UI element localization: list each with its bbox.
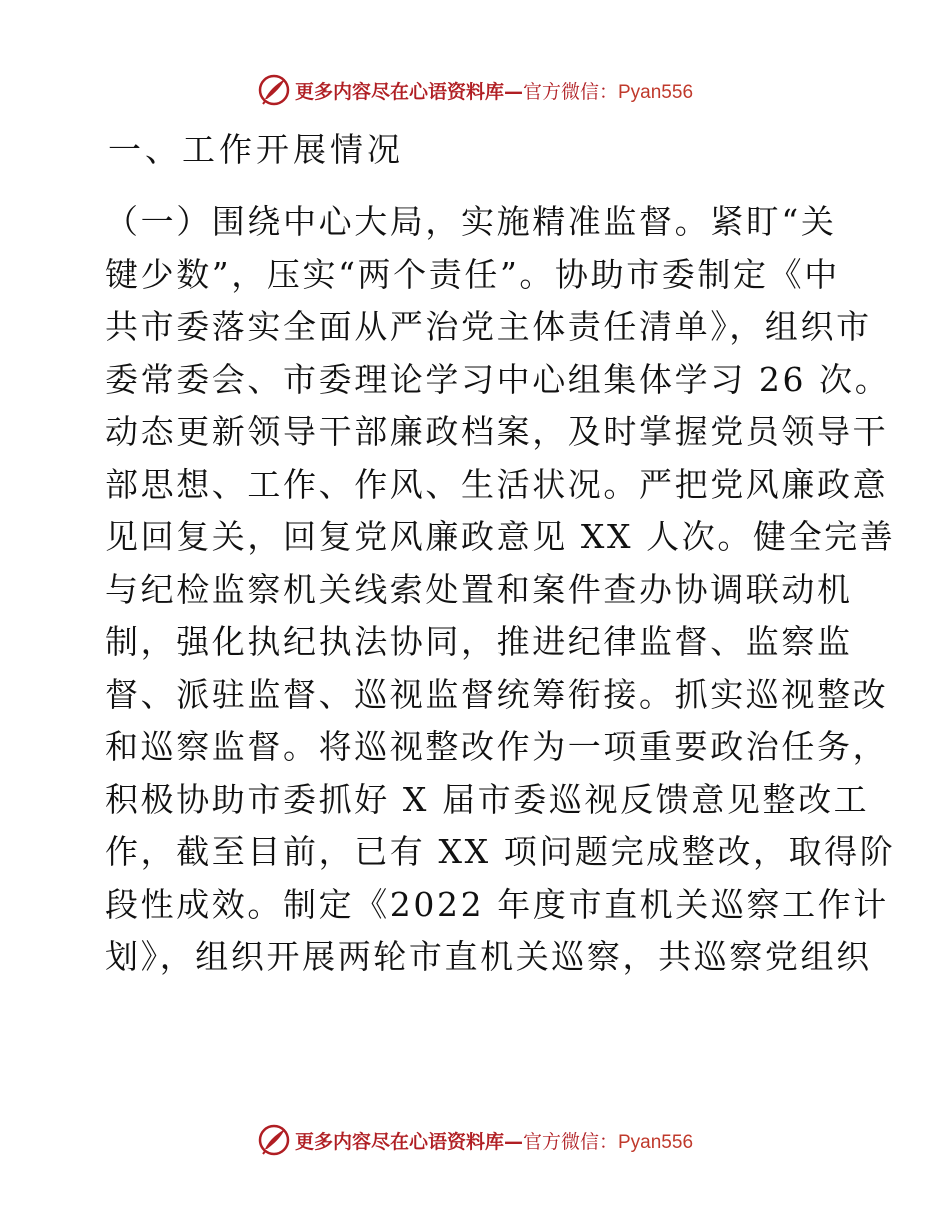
text-line: 部思想、工作、作风、生活状况。严把党风廉政意: [105, 464, 889, 504]
footer-banner: [0, 1120, 950, 1160]
banner-label: [295, 1127, 693, 1154]
text-line: 督、派驻监督、巡视监督统筹衔接。抓实巡视整改: [105, 674, 889, 714]
banner-site-text: 更多内容尽在心语资料库—: [294, 1130, 523, 1153]
quill-logo-icon: [257, 73, 291, 107]
text-line: 键少数”，压实“两个责任”。协助市委制定《中: [105, 254, 840, 294]
banner-wechat-id: Pyan556: [618, 81, 694, 103]
banner-label: [295, 77, 693, 104]
banner-site-text: 更多内容尽在心语资料库—: [294, 80, 523, 103]
text-line: 和巡察监督。将巡视整改作为一项重要政治任务，: [105, 727, 889, 766]
text-line: 共市委落实全面从严治党主体责任清单》，组织市: [105, 307, 872, 346]
text-line: 积极协助市委抓好 X 届市委巡视反馈意见整改工: [105, 779, 870, 819]
text-line: （一）围绕中心大局，实施精准监督。紧盯“关: [105, 202, 837, 241]
text-line: 段性成效。制定《2022 年度市直机关巡察工作计: [105, 884, 889, 924]
text-line: 与纪检监察机关线索处置和案件查办协调联动机: [105, 569, 853, 609]
document-body: [105, 196, 896, 984]
text-line: 委常委会、市委理论学习中心组集体学习 26 次。: [105, 359, 891, 399]
header-banner: [0, 70, 950, 110]
banner-wechat-label: 官方微信：: [522, 80, 618, 103]
section-heading: 一、工作开展情况: [108, 130, 404, 169]
quill-logo-icon: [257, 1123, 291, 1157]
banner-wechat-label: 官方微信：: [522, 1130, 618, 1153]
text-line: 见回复关，回复党风廉政意见 XX 人次。健全完善: [105, 517, 896, 556]
text-line: 制，强化执纪执法协同，推进纪律监督、监察监: [105, 622, 853, 661]
text-line: 划》，组织开展两轮市直机关巡察，共巡察党组织: [105, 937, 872, 976]
banner-wechat-id: Pyan556: [618, 1131, 694, 1153]
text-line: 作，截至目前，已有 XX 项问题完成整改，取得阶: [105, 832, 896, 871]
text-line: 动态更新领导干部廉政档案，及时掌握党员领导干: [105, 412, 889, 451]
